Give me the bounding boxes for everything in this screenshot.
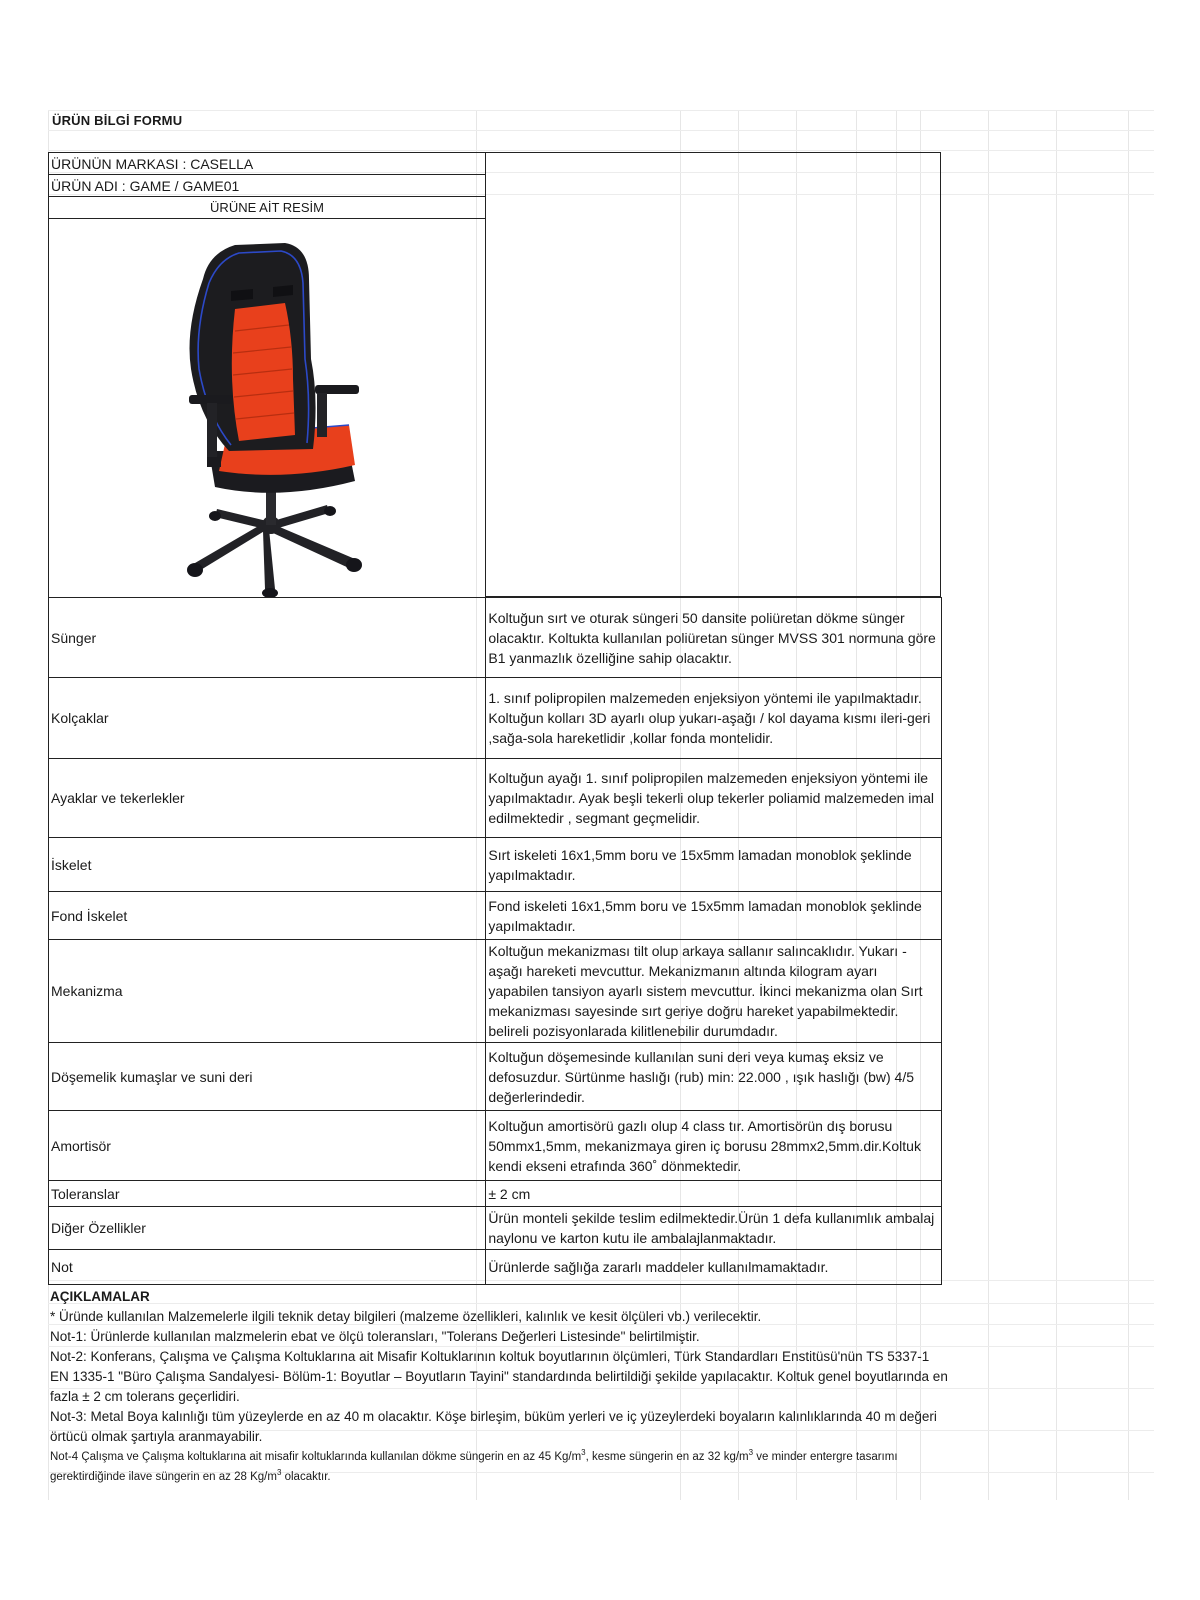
spec-label: Not — [49, 1250, 486, 1285]
spec-text: Sırt iskeleti 16x1,5mm boru ve 15x5mm lamadan monoblok şeklinde yapılmaktadır. — [486, 838, 942, 892]
spec-label: Kolçaklar — [49, 678, 486, 759]
table-row — [49, 838, 942, 892]
spec-text: Koltuğun sırt ve oturak süngeri 50 dansite poliüretan dökme sünger olacaktır. Koltukta kullanılan poliüretan sünger MVSS 301 normuna göre B1 yanmazlık özelliğine sahip olacaktır. — [486, 598, 942, 678]
spec-text: Koltuğun amortisörü gazlı olup 4 class tır. Amortisörün dış borusu 50mmx1,5mm, mekanizmaya giren iç borusu 28mmx2,5mm.dir.Koltuk kendi ekseni etrafında 360˚ dönmektedir. — [486, 1111, 942, 1181]
note-3: Not-3: Metal Boya kalınlığı tüm yüzeylerde en az 40 m olacaktır. Köşe birleşim, büküm yerleri ve iç yüzeylerdeki boyaların kalınlıklarında 40 m değeri örtücü olmak şartıyla aranmayabilir. — [50, 1409, 937, 1444]
note-1: Not-1: Ürünlerde kullanılan malzmelerin ebat ve ölçü toleransları, "Tolerans Değerleri Listesinde" belirtilmiştir. — [50, 1329, 700, 1344]
note-4: Not-4 Çalışma ve Çalışma koltuklarına ait misafir koltuklarında kullanılan dökme süngerin en az 45 $Kg/m^3$, kesme süngerin en az 32 $kg/m^3$ ve minder entergre tasarımı gerektirdiğinde ilave süngerin en az 28 $Kg/m^3$ olacaktır. — [50, 1448, 898, 1483]
spec-label: Döşemelik kumaşlar ve suni deri — [49, 1043, 486, 1111]
note-star: * Üründe kullanılan Malzemelerle ilgili teknik detay bilgileri (malzeme özellikleri, kalınlık ve kesit ölçüleri vb.) verilecektir. — [50, 1309, 762, 1324]
table-row — [49, 940, 942, 1043]
table-row — [49, 598, 942, 678]
form-title: ÜRÜN BİLGİ FORMU — [52, 113, 183, 128]
spec-text: Koltuğun mekanizması tilt olup arkaya sallanır salıncaklıdır. Yukarı - aşağı hareketi mevcuttur. Mekanizmanın altında kilogram ayarı yapabilen tansiyon ayarlı sistem mevcuttur. İkinci mekanizma olan Sırt mekanizması sayesinde sırt geriye doğru hareket yapabilmektedir. belireli pozisyonlarada kilitlenebilir durumdadır. — [486, 940, 942, 1043]
table-row — [49, 892, 942, 940]
spec-label: Diğer Özellikler — [49, 1207, 486, 1250]
spec-table — [48, 597, 942, 1285]
product-image-cell — [48, 218, 486, 598]
spec-text: Ürün monteli şekilde teslim edilmektedir.Ürün 1 defa kullanımlık ambalaj naylonu ve karton kutu ile ambalajlanmaktadır. — [486, 1207, 942, 1250]
spec-text: Koltuğun ayağı 1. sınıf polipropilen malzemeden enjeksiyon yöntemi ile yapılmaktadır. Ayak beşli tekerli olup tekerler poliamid malzemeden imal edilmektedir , segmant geçmelidir. — [486, 759, 942, 838]
spec-label: Fond İskelet — [49, 892, 486, 940]
spec-text: Ürünlerde sağlığa zararlı maddeler kullanılmamaktadır. — [486, 1250, 942, 1285]
spec-label: İskelet — [49, 838, 486, 892]
note-2: Not-2: Konferans, Çalışma ve Çalışma Koltuklarına ait Misafir Koltuklarının koltuk boyutlarının ölçümleri, Türk Standardları Enstitüsü'nün TS 5337-1 EN 1335-1 "Büro Çalışma Sandalyesi- Bölüm-1: Boyutlar – Boyutların Tayini" standardında belirtildiği şekilde yapılacaktır. Koltuk genel boyutlarında en fazla ± 2 cm tolerans geçerlidiri. — [50, 1349, 948, 1404]
table-row — [49, 1207, 942, 1250]
table-row — [49, 759, 942, 838]
notes-heading: AÇIKLAMALAR — [50, 1289, 150, 1304]
notes-section — [50, 1287, 950, 1487]
table-row — [49, 1250, 942, 1285]
table-row — [49, 1181, 942, 1207]
spec-text: 1. sınıf polipropilen malzemeden enjeksiyon yöntemi ile yapılmaktadır. Koltuğun kolları 3D ayarlı olup yukarı-aşağı / kol dayama kısmı ileri-geri ,sağa-sola hareketlidir ,kollar fonda montelidir. — [486, 678, 942, 759]
table-row — [49, 1111, 942, 1181]
header-right-empty — [485, 152, 941, 597]
spec-label: Mekanizma — [49, 940, 486, 1043]
spec-text: Fond iskeleti 16x1,5mm boru ve 15x5mm lamadan monoblok şeklinde yapılmaktadır. — [486, 892, 942, 940]
table-row — [49, 1043, 942, 1111]
spec-label: Toleranslar — [49, 1181, 486, 1207]
spec-label: Sünger — [49, 598, 486, 678]
spec-text: ± 2 cm — [486, 1181, 942, 1207]
spec-text: Koltuğun döşemesinde kullanılan suni deri veya kumaş eksiz ve defosuzdur. Sürtünme haslığı (rub) min: 22.000 , ışık haslığı (bw) 4/5 değerlerindedir. — [486, 1043, 942, 1111]
product-name-cell: ÜRÜN ADI : GAME / GAME01 — [48, 174, 486, 197]
gaming-chair-image — [49, 219, 485, 597]
spec-label: Amortisör — [49, 1111, 486, 1181]
table-row — [49, 678, 942, 759]
spec-label: Ayaklar ve tekerlekler — [49, 759, 486, 838]
brand-cell: ÜRÜNÜN MARKASI : CASELLA — [48, 152, 486, 175]
image-label-cell: ÜRÜNE AİT RESİM — [48, 196, 486, 219]
